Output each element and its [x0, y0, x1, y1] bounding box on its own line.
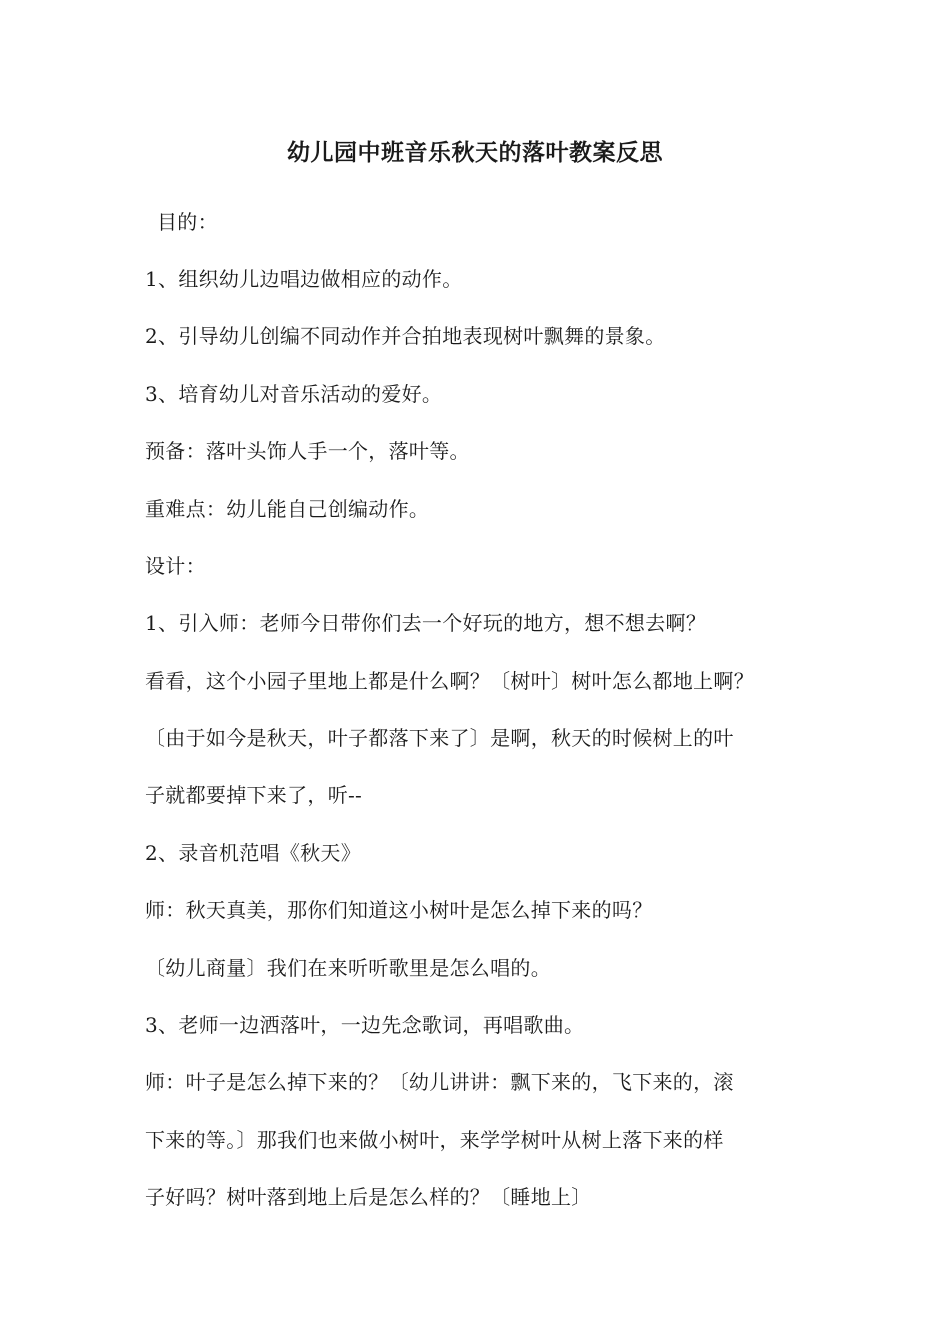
document-title: 幼儿园中班音乐秋天的落叶教案反思 [287, 140, 663, 166]
paragraph-line: 子就都要掉下来了，听-- [145, 783, 363, 807]
paragraph-line: 〔由于如今是秋天，叶子都落下来了〕是啊，秋天的时候树上的叶 [145, 726, 734, 750]
paragraph-line: 师：叶子是怎么掉下来的？〔幼儿讲讲：飘下来的，飞下来的，滚 [145, 1070, 734, 1094]
goal-item-3: 3、培育幼儿对音乐活动的爱好。 [145, 382, 443, 406]
paragraph-line: 〔幼儿商量〕我们在来听听歌里是怎么唱的。 [145, 956, 551, 980]
preparation-line: 预备：落叶头饰人手一个，落叶等。 [145, 439, 470, 463]
key-points-line: 重难点：幼儿能自己创编动作。 [145, 497, 430, 521]
paragraph-line: 下来的等。〕那我们也来做小树叶，来学学树叶从树上落下来的样 [145, 1128, 724, 1152]
paragraph-line: 子好吗？树叶落到地上后是怎么样的？〔睡地上〕 [145, 1185, 592, 1209]
paragraph-line: 看看，这个小园子里地上都是什么啊？〔树叶〕树叶怎么都地上啊？ [145, 669, 754, 693]
goal-item-2: 2、引导幼儿创编不同动作并合拍地表现树叶飘舞的景象。 [145, 324, 666, 348]
paragraph-line: 1、引入师：老师今日带你们去一个好玩的地方，想不想去啊？ [145, 611, 707, 635]
paragraph-line: 2、录音机范唱《秋天》 [145, 841, 362, 865]
paragraph-line: 3、老师一边洒落叶，一边先念歌词，再唱歌曲。 [145, 1013, 585, 1037]
goal-item-1: 1、组织幼儿边唱边做相应的动作。 [145, 267, 463, 291]
section-heading-goals: 目的： [157, 210, 218, 234]
section-heading-design: 设计： [145, 554, 206, 578]
paragraph-line: 师：秋天真美，那你们知道这小树叶是怎么掉下来的吗？ [145, 898, 653, 922]
